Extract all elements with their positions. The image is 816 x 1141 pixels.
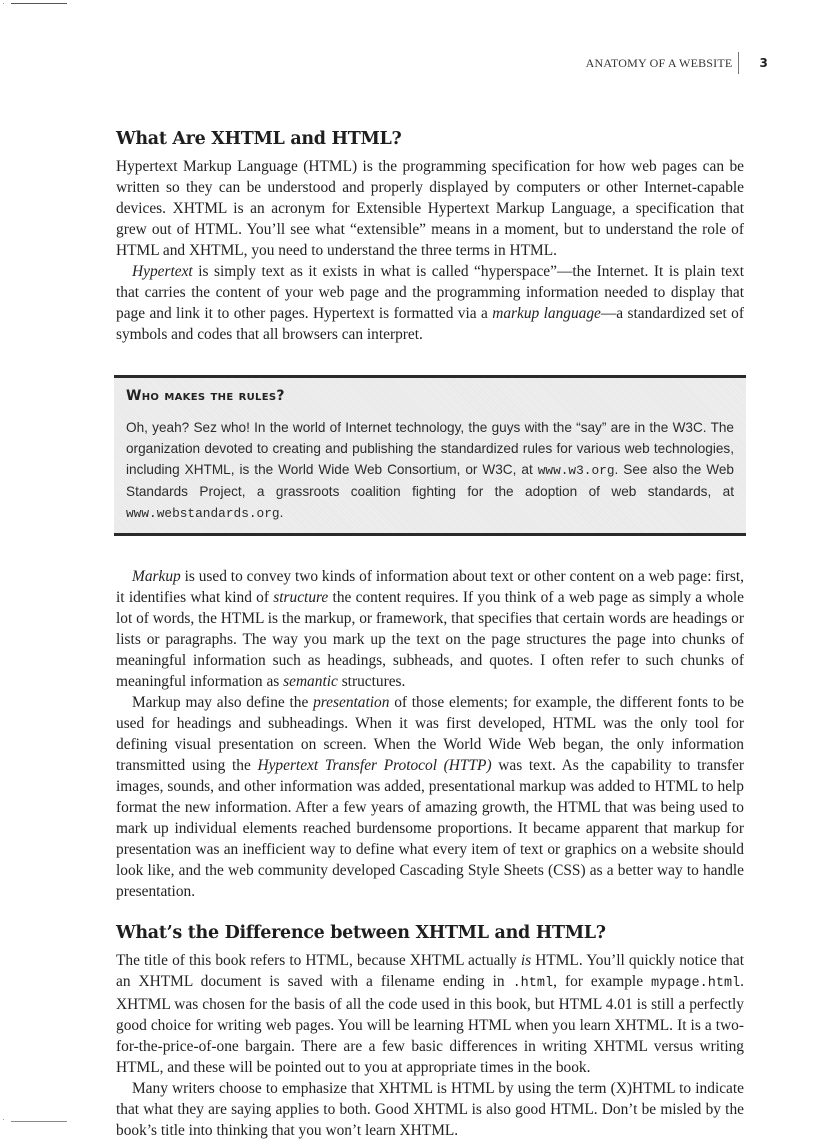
term-markup: Markup xyxy=(132,568,181,585)
running-title: ANATOMY OF A WEBSITE xyxy=(585,55,733,70)
paragraph-hypertext: Hypertext is simply text as it exists in what is called “hyperspace”—the Internet. It is plain text that carries the content of your web page and the programming information needed to display that page and link it to other pages. Hypertext is formatted via a markup language—a standardized set of symbols and codes that all browsers can interpret. xyxy=(116,263,744,343)
section-heading-what-are-xhtml-html: What Are XHTML and HTML? xyxy=(116,129,402,149)
code-mypage-html: mypage.html xyxy=(651,976,741,991)
term-http: Hypertext Transfer Protocol (HTTP) xyxy=(257,757,492,774)
main-content xyxy=(116,128,744,1141)
page-number: 3 xyxy=(759,56,768,70)
running-header xyxy=(586,52,768,74)
term-structure: structure xyxy=(273,589,329,606)
term-presentation: presentation xyxy=(313,694,390,711)
crop-mark-dot-bottom xyxy=(3,1119,4,1120)
term-hypertext: Hypertext xyxy=(132,263,193,280)
paragraph-book-title: The title of this book refers to HTML, because XHTML actually is HTML. You’ll quickly notice that an XHTML document is saved with a filename ending in .html, for example mypage.html. XHTML was chosen for the basis of all the code used in this book, but HTML 4.01 is still a perfectly good choice for writing web pages. You will be learning HTML when you learn XHTML. It is a two-for-the-price-of-one bargain. There are a few basic differences in writing XHTML versus writing HTML, and these will be pointed out to you at appropriate times in the book. xyxy=(116,952,745,1076)
term-is: is xyxy=(520,952,532,969)
sidebar-box-who-makes-rules xyxy=(114,375,746,536)
crop-mark-bottom xyxy=(11,1121,67,1122)
link-webstandards-org: www.webstandards.org xyxy=(126,506,280,521)
section-heading-difference: What’s the Difference between XHTML and HTML? xyxy=(116,923,606,943)
term-markup-language: markup language xyxy=(492,305,601,322)
sidebar-body: Oh, yeah? Sez who! In the world of Internet technology, the guys with the “say” are in the W3C. The organization devoted to creating and publishing the standardized rules for various web technologies, including XHTML, is the World Wide Web Consortium, or W3C, at www.w3.org. See also the Web Standards Project, a grassroots coalition fighting for the adoption of web standards, at www.webstandards.org. xyxy=(126,420,734,521)
paragraph-presentation: Markup may also define the presentation of those elements; for example, the different fonts to be used for headings and subheadings. When it was first developed, HTML was the only tool for defining visual presentation on screen. When the World Wide Web began, the only information transmitted using the Hypertext Transfer Protocol (HTTP) was text. As the capability to transfer images, sounds, and other information was added, presentational markup was added to HTML to help format the new information. After a few years of amazing growth, the HTML that was being used to mark up individual elements reached burdensome proportions. It became apparent that markup for presentation was an inefficient way to define what every item of text or graphics on a website should look like, and the web community developed Cascading Style Sheets (CSS) as a better way to handle presentation. xyxy=(116,694,744,900)
code-html-extension: .html xyxy=(512,976,554,991)
paragraph-markup: Markup is used to convey two kinds of information about text or other content on a web page: first, it identifies what kind of structure the content requires. If you think of a web page as simply a whole lot of words, the HTML is the markup, or framework, that specifies that certain words are headings or lists or paragraphs. The way you mark up the text on the page structures the page into chunks of meaningful information such as headings, subheads, and quotes. I often refer to such chunks of meaningful information as semantic structures. xyxy=(116,568,745,690)
sidebar-title: Who makes the rules? xyxy=(126,388,285,404)
crop-mark-dot-top xyxy=(3,3,4,4)
header-separator xyxy=(738,52,739,74)
crop-mark-top xyxy=(11,3,67,4)
paragraph-html-definition: Hypertext Markup Language (HTML) is the programming specification for how web pages can be written so they can be understood and properly displayed by computers or other Internet-capable devices. XHTML is an acronym for Extensible Hypertext Markup Language, a specification that grew out of HTML. You’ll see what “extensible” means in a moment, but to understand the role of HTML and XHTML, you need to understand the three terms in HTML. xyxy=(116,158,744,259)
paragraph-x-html: Many writers choose to emphasize that XHTML is HTML by using the term (X)HTML to indicate that what they are saying applies to both. Good XHTML is also good HTML. Don’t be misled by the book’s title into thinking that you won’t learn XHTML. xyxy=(116,1080,744,1139)
link-w3-org: www.w3.org xyxy=(537,463,615,478)
term-semantic: semantic xyxy=(283,673,338,690)
